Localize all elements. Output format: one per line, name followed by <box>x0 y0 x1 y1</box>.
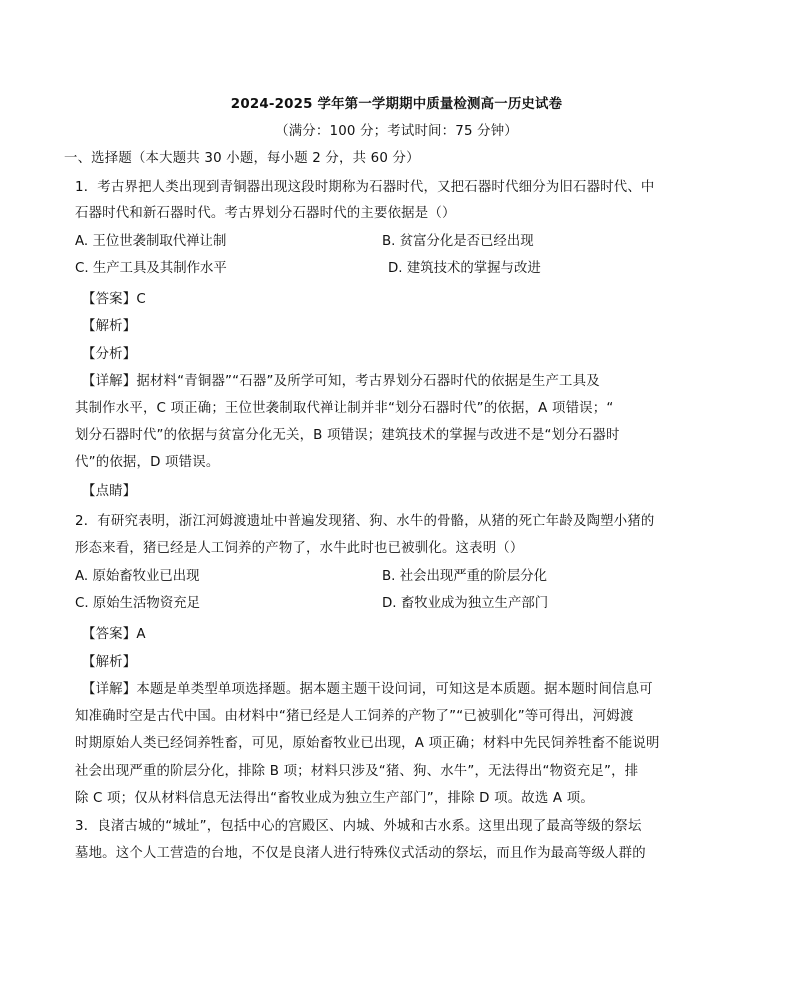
q1-analysis-label: 【解析】 <box>82 319 137 334</box>
q1-detail-line-2: 其制作水平，C 项正确；王位世袭制取代禅让制并非“划分石器时代”的依据，A 项错误；“ <box>75 401 614 416</box>
q1-option-d: D. 建筑技术的掌握与改进 <box>388 261 541 276</box>
q3-stem-line-2: 墓地。这个人工营造的台地，不仅是良渚人进行特殊仪式活动的祭坛，而且作为最高等级人群的 <box>75 846 646 861</box>
exam-subtitle: （满分：100 分；考试时间：75 分钟） <box>275 124 518 139</box>
q2-answer: 【答案】A <box>82 627 146 642</box>
q2-detail-line-1: 【详解】本题是单类型单项选择题。据本题主题干设问词，可知这是本质题。据本题时间信息可 <box>82 682 653 697</box>
q2-detail-line-2: 知准确时空是古代中国。由材料中“猪已经是人工饲养的产物了”“已被驯化”等可得出，河姆渡 <box>75 709 634 724</box>
q2-option-d: D. 畜牧业成为独立生产部门 <box>382 596 549 611</box>
q1-option-b: B. 贫富分化是否已经出现 <box>382 234 534 249</box>
q1-detail-line-4: 代”的依据，D 项错误。 <box>75 455 220 470</box>
q1-stem-line-2: 石器时代和新石器时代。考古界划分石器时代的主要依据是（） <box>75 206 456 221</box>
q2-detail-line-3: 时期原始人类已经饲养牲畜，可见，原始畜牧业已出现，A 项正确；材料中先民饲养牲畜不能说明 <box>75 736 660 751</box>
section-heading: 一、选择题（本大题共 30 小题，每小题 2 分，共 60 分） <box>64 151 420 166</box>
q1-answer: 【答案】C <box>82 292 146 307</box>
q1-fenxi-label: 【分析】 <box>82 347 137 362</box>
q1-detail-line-1: 【详解】据材料“青铜器”“石器”及所学可知，考古界划分石器时代的依据是生产工具及 <box>82 374 600 389</box>
q2-analysis-label: 【解析】 <box>82 655 137 670</box>
q2-option-b: B. 社会出现严重的阶层分化 <box>382 569 547 584</box>
q2-detail-line-4: 社会出现严重的阶层分化，排除 B 项；材料只涉及“猪、狗、水牛”，无法得出“物资充足”，排 <box>75 764 639 779</box>
q1-dianjing-label: 【点睛】 <box>82 484 137 499</box>
q2-detail-line-5: 除 C 项；仅从材料信息无法得出“畜牧业成为独立生产部门”，排除 D 项。故选 A 项。 <box>75 791 594 806</box>
q2-option-a: A. 原始畜牧业已出现 <box>75 569 200 584</box>
exam-title: 2024-2025 学年第一学期期中质量检测高一历史试卷 <box>230 97 563 112</box>
q1-option-a: A. 王位世袭制取代禅让制 <box>75 234 227 249</box>
q1-stem-line-1: 1．考古界把人类出现到青铜器出现这段时期称为石器时代，又把石器时代细分为旧石器时代、中 <box>75 180 655 195</box>
q1-detail-line-3: 划分石器时代”的依据与贫富分化无关，B 项错误；建筑技术的掌握与改进不是“划分石器时 <box>75 428 620 443</box>
q2-stem-line-2: 形态来看，猪已经是人工饲养的产物了，水牛此时也已被驯化。这表明（） <box>75 541 524 556</box>
q1-option-c: C. 生产工具及其制作水平 <box>75 261 227 276</box>
q3-stem-line-1: 3．良渚古城的“城址”，包括中心的宫殿区、内城、外城和古水系。这里出现了最高等级的祭坛 <box>75 819 642 834</box>
q2-option-c: C. 原始生活物资充足 <box>75 596 200 611</box>
q2-stem-line-1: 2．有研究表明，浙江河姆渡遗址中普遍发现猪、狗、水牛的骨骼，从猪的死亡年龄及陶塑小猪的 <box>75 514 655 529</box>
